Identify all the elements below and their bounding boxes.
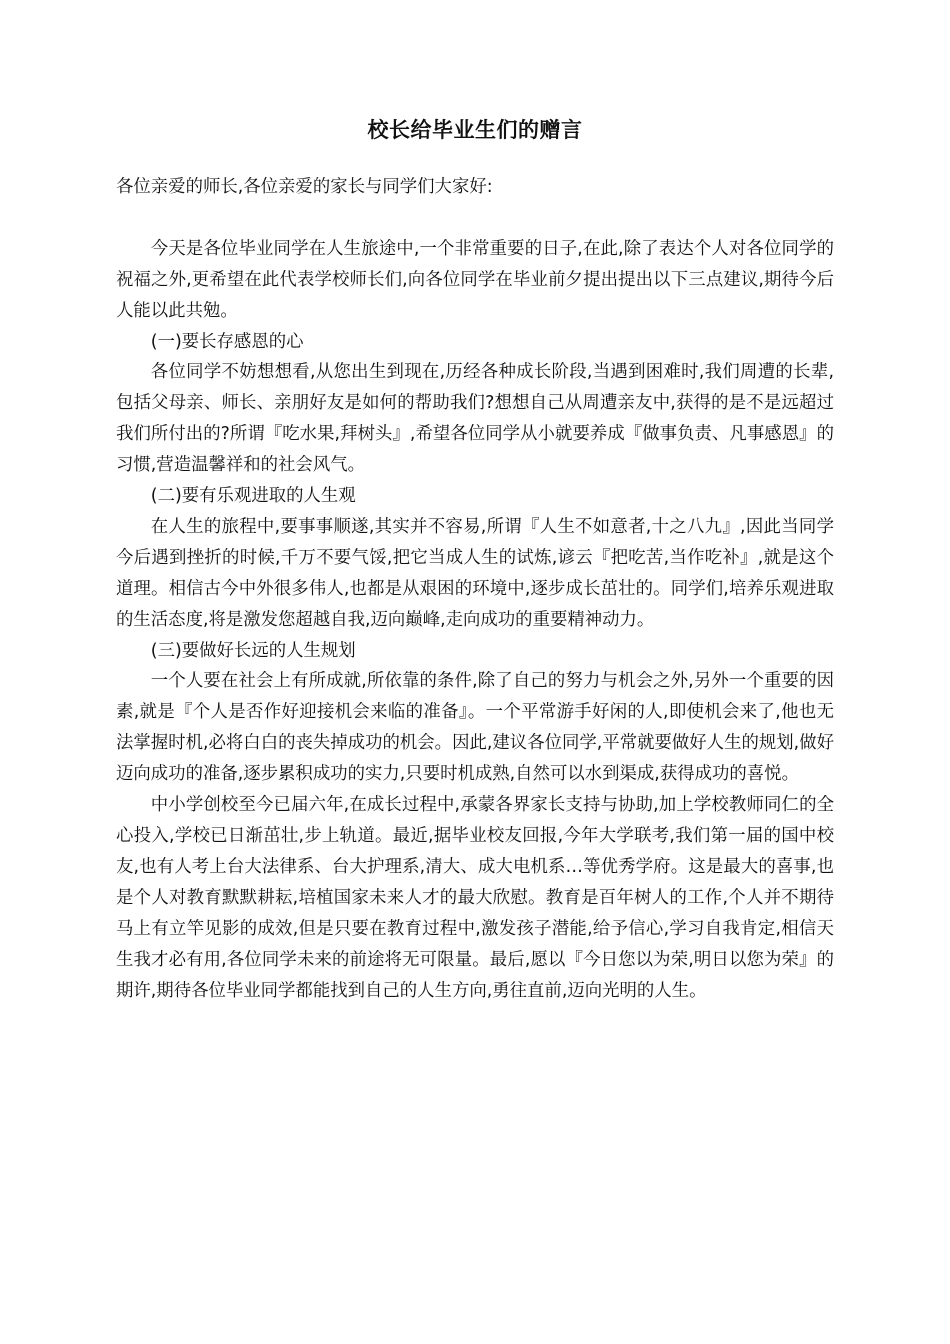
document-title: 校长给毕业生们的赠言 [367,118,583,142]
paragraph-intro: 今天是各位毕业同学在人生旅途中,一个非常重要的日子,在此,除了表达个人对各位同学的祝福之外,更希望在此代表学校师长们,向各位同学在毕业前夕提出提出以下三点建议,期待今后人能以此共勉。 [116,238,834,321]
section-heading-3: (三)要做好长远的人生规划 [150,640,356,661]
document-body [116,172,834,1006]
paragraph-section-2: 在人生的旅程中,要事事顺遂,其实并不容易,所谓『人生不如意者,十之八九』,因此当同学今后遇到挫折的时候,千万不要气馁,把它当成人生的试炼,谚云『把吃苦,当作吃补』,就是这个道理。相信古今中外很多伟人,也都是从艰困的环境中,逐步成长茁壮的。同学们,培养乐观进取的生活态度,将是激发您超越自我,迈向巅峰,走向成功的重要精神动力。 [116,516,834,630]
greeting-line: 各位亲爱的师长,各位亲爱的家长与同学们大家好: [116,177,493,197]
paragraph-closing: 中小学创校至今已届六年,在成长过程中,承蒙各界家长支持与协助,加上学校教师同仁的全心投入,学校已日渐茁壮,步上轨道。最近,据毕业校友回报,今年大学联考,我们第一届的国中校友,也有人考上台大法律系、台大护理系,清大、成大电机系…等优秀学府。这是最大的喜事,也是个人对教育默默耕耘,培植国家未来人才的最大欣慰。教育是百年树人的工作,个人并不期待马上有立竿见影的成效,但是只要在教育过程中,激发孩子潜能,给予信心,学习自我肯定,相信天生我才必有用,各位同学未来的前途将无可限量。最后,愿以『今日您以为荣,明日以您为荣』的期许,期待各位毕业同学都能找到自己的人生方向,勇往直前,迈向光明的人生。 [116,795,834,1001]
section-heading-1: (一)要长存感恩的心 [150,331,304,352]
paragraph-section-1: 各位同学不妨想想看,从您出生到现在,历经各种成长阶段,当遇到困难时,我们周遭的长辈,包括父母亲、师长、亲朋好友是如何的帮助我们?想想自己从周遭亲友中,获得的是不是远超过我们所付出的?所谓『吃水果,拜树头』,希望各位同学从小就要养成『做事负责、凡事感恩』的习惯,营造温馨祥和的社会风气。 [116,362,834,476]
paragraph-section-3: 一个人要在社会上有所成就,所依靠的条件,除了自己的努力与机会之外,另外一个重要的因素,就是『个人是否作好迎接机会来临的准备』。一个平常游手好闲的人,即使机会来了,他也无法掌握时机,必将白白的丧失掉成功的机会。因此,建议各位同学,平常就要做好人生的规划,做好迈向成功的准备,逐步累积成功的实力,只要时机成熟,自然可以水到渠成,获得成功的喜悦。 [116,671,834,785]
section-heading-2: (二)要有乐观进取的人生观 [150,486,356,507]
